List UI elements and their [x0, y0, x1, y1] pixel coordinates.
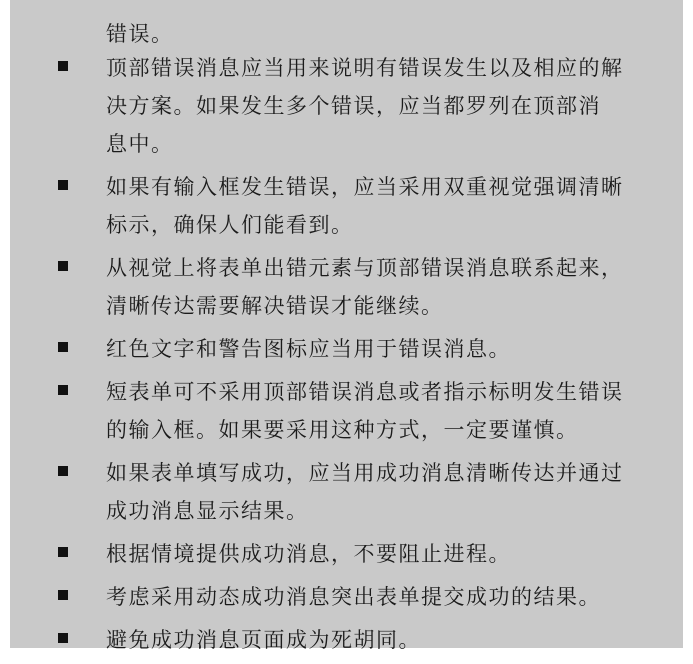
square-bullet-icon: [58, 590, 68, 600]
list-item-line: 如果有输入框发生错误，应当采用双重视觉强调清晰: [106, 175, 624, 199]
list-item-line: 成功消息显示结果。: [106, 499, 309, 523]
square-bullet-icon: [58, 61, 68, 71]
list-item-line: 顶部错误消息应当用来说明有错误发生以及相应的解: [106, 56, 624, 80]
list-item-line: 清晰传达需要解决错误才能继续。: [106, 294, 444, 318]
list-item-line: 的输入框。如果要采用这种方式，一定要谨慎。: [106, 418, 579, 442]
list-item-line: 根据情境提供成功消息，不要阻止进程。: [106, 542, 511, 566]
list-item: [10, 454, 683, 530]
square-bullet-icon: [58, 261, 68, 271]
list-item: [10, 535, 683, 573]
list-item-line: 息中。: [106, 132, 174, 156]
square-bullet-icon: [58, 385, 68, 395]
list-item-line: 决方案。如果发生多个错误，应当都罗列在顶部消: [106, 94, 601, 118]
list-item: [10, 49, 683, 163]
square-bullet-icon: [58, 466, 68, 476]
guideline-panel: [10, 0, 683, 652]
list-item-line: 如果表单填写成功，应当用成功消息清晰传达并通过: [106, 461, 624, 485]
list-item-line: 标示，确保人们能看到。: [106, 213, 354, 237]
guideline-list: [10, 49, 683, 664]
continuation-text: 错误。: [106, 22, 174, 46]
square-bullet-icon: [58, 180, 68, 190]
square-bullet-icon: [58, 547, 68, 557]
list-item-line: 短表单可不采用顶部错误消息或者指示标明发生错误: [106, 380, 624, 404]
list-item: [10, 249, 683, 325]
list-item-line: 从视觉上将表单出错元素与顶部错误消息联系起来，: [106, 256, 624, 280]
list-item: [10, 168, 683, 244]
list-item: [10, 621, 683, 659]
square-bullet-icon: [58, 342, 68, 352]
list-item-line: 红色文字和警告图标应当用于错误消息。: [106, 337, 511, 361]
list-item-line: 避免成功消息页面成为死胡同。: [106, 628, 421, 652]
list-item: [10, 578, 683, 616]
list-item: [10, 373, 683, 449]
square-bullet-icon: [58, 633, 68, 643]
list-item-line: 考虑采用动态成功消息突出表单提交成功的结果。: [106, 585, 601, 609]
list-item: [10, 330, 683, 368]
